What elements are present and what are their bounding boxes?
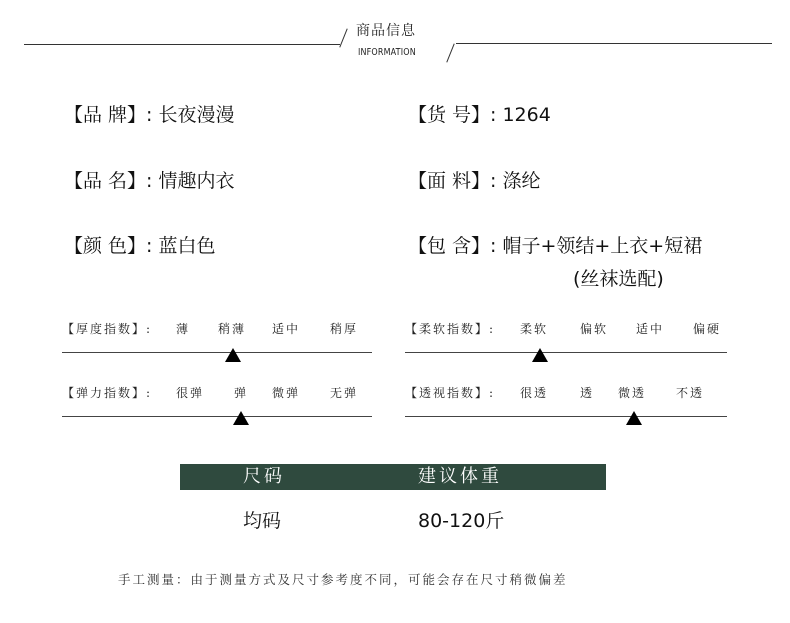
color-label: 【颜 色】: [64,235,153,257]
thickness-option: 稍厚 [330,322,359,336]
color-row [64,231,215,258]
transparency-option: 不透 [676,386,705,400]
section-title: 商品信息 [356,23,416,39]
header-slash-right [446,44,454,63]
brand-label: 【品 牌】: [64,104,153,126]
transparency-scale-line [405,416,727,417]
fabric-label: 【面 料】: [408,170,497,192]
includes-extra: (丝袜选配) [573,268,664,290]
header-line-left [24,44,340,45]
item-no-row [408,100,551,127]
size-value: 均码 [243,510,282,532]
thickness-option: 薄 [176,322,191,336]
elasticity-scale-line [62,416,372,417]
elasticity-label: 【弹力指数】: [62,386,153,400]
name-value: 情趣内衣 [158,170,235,192]
transparency-marker [626,411,642,425]
item-no-value: 1264 [502,104,551,126]
thickness-scale-line [62,352,372,353]
brand-row [64,100,234,127]
color-value: 蓝白色 [158,235,216,257]
thickness-label: 【厚度指数】: [62,322,153,336]
transparency-label: 【透视指数】: [405,386,496,400]
softness-scale-line [405,352,727,353]
transparency-option: 很透 [520,386,549,400]
thickness-marker [225,348,241,362]
header-slash-left [339,29,347,48]
softness-label: 【柔软指数】: [405,322,496,336]
header-line-right [456,43,772,44]
elasticity-option: 弹 [234,386,249,400]
softness-option: 适中 [636,322,665,336]
name-label: 【品 名】: [64,170,153,192]
section-subtitle: INFORMATION [358,47,416,58]
includes-row [408,231,702,258]
weight-header: 建议体重 [418,466,502,487]
weight-value: 80-120斤 [418,510,505,532]
elasticity-option: 微弹 [272,386,301,400]
name-row [64,166,234,193]
item-no-label: 【货 号】: [408,104,497,126]
measurement-note: 手工测量：由于测量方式及尺寸参考度不同，可能会存在尺寸稍微偏差 [118,572,568,587]
elasticity-marker [233,411,249,425]
includes-label: 【包 含】: [408,235,497,257]
fabric-value: 涤纶 [502,170,541,192]
size-header: 尺码 [243,466,285,487]
softness-option: 柔软 [520,322,549,336]
fabric-row [408,166,540,193]
transparency-option: 透 [580,386,595,400]
brand-value: 长夜漫漫 [158,104,235,126]
softness-marker [532,348,548,362]
thickness-option: 稍薄 [218,322,247,336]
softness-option: 偏软 [580,322,609,336]
transparency-option: 微透 [618,386,647,400]
includes-value: 帽子+领结+上衣+短裙 [502,235,703,257]
thickness-option: 适中 [272,322,301,336]
softness-option: 偏硬 [693,322,722,336]
elasticity-option: 很弹 [176,386,205,400]
elasticity-option: 无弹 [330,386,359,400]
